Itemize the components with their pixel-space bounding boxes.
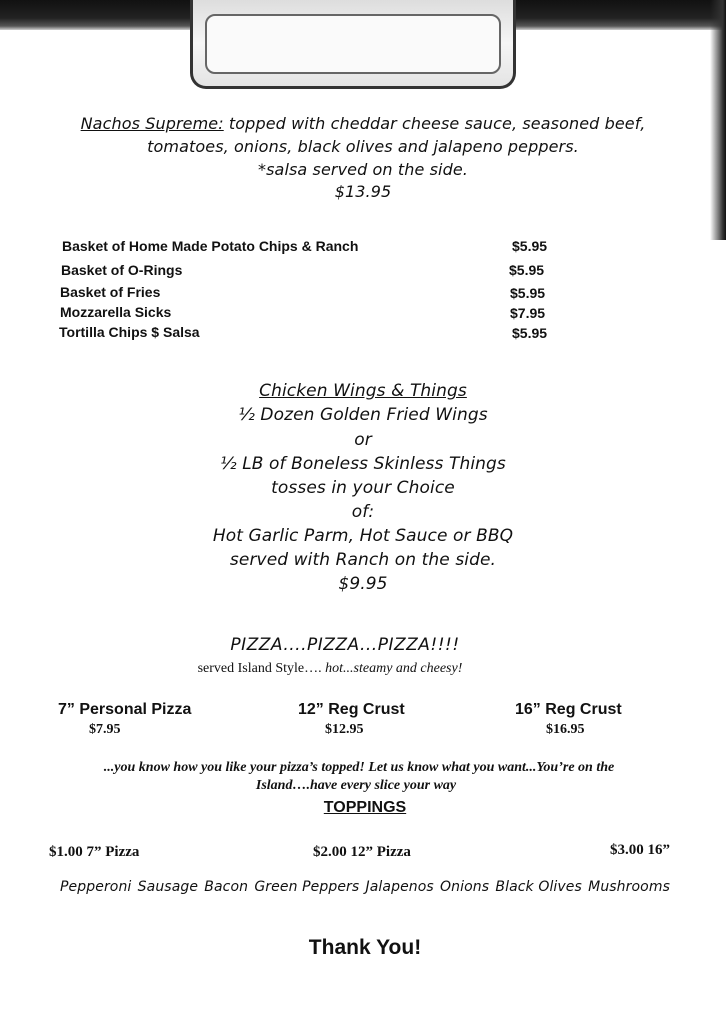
wings-line-2: or (354, 430, 372, 450)
wings-line-5: of: (351, 502, 375, 522)
nachos-name: Nachos Supreme: (80, 114, 224, 133)
pizza-size-price: $12.95 (325, 722, 364, 737)
topping-item: Onions (440, 879, 490, 895)
pizza-title: PIZZA....PIZZA...PIZZA!!!! (230, 635, 460, 655)
wings-line-4: tosses in your Choice (271, 478, 455, 498)
nachos-line-3: *salsa served on the side. (258, 160, 468, 179)
topping-item: Mushrooms (588, 879, 670, 895)
nachos-price: $13.95 (334, 182, 392, 201)
pizza-size-name: 7” Personal Pizza (58, 701, 192, 718)
basket-item-name: Basket of Home Made Potato Chips & Ranch (62, 238, 359, 254)
pizza-note-line-1: ...you know how you like your pizza’s topped! Let us know what you want...You’re on the (103, 760, 615, 775)
clipboard-clip-window (205, 14, 501, 74)
basket-item-price: $5.95 (510, 285, 546, 301)
basket-item-name: Mozzarella Sicks (60, 304, 172, 320)
pizza-subtitle-italic: hot...steamy and cheesy! (325, 661, 463, 676)
topping-item: Black Olives (495, 879, 582, 895)
pizza-size-name: 16” Reg Crust (515, 701, 622, 718)
basket-item-name: Basket of Fries (60, 284, 161, 300)
pizza-note-line-2: Island….have every slice your way (255, 778, 457, 793)
wings-line-7: served with Ranch on the side. (229, 550, 497, 570)
wings-line-1: ½ Dozen Golden Fried Wings (238, 405, 488, 425)
topping-item: Pepperoni (60, 879, 132, 895)
basket-item-name: Basket of O-Rings (61, 262, 183, 278)
pizza-size-price: $7.95 (89, 722, 121, 737)
topping-item: Bacon (204, 879, 249, 895)
basket-item-name: Tortilla Chips $ Salsa (59, 324, 200, 340)
clipboard-clip (190, 0, 516, 89)
basket-item-price: $5.95 (509, 262, 545, 278)
nachos-line-1 (0, 114, 726, 133)
basket-item-price: $7.95 (510, 305, 546, 321)
topping-price: $1.00 7” Pizza (49, 844, 140, 860)
pizza-subtitle (0, 661, 693, 677)
topping-price: $3.00 16” (610, 842, 670, 858)
basket-item-price: $5.95 (512, 238, 548, 254)
pizza-size-price: $16.95 (546, 722, 585, 737)
pizza-subtitle-plain: served Island Style…. (197, 661, 326, 676)
toppings-heading: TOPPINGS (323, 799, 407, 816)
nachos-line-2: tomatoes, onions, black olives and jalapeno peppers. (147, 137, 579, 156)
basket-item-price: $5.95 (512, 325, 548, 341)
wings-line-6: Hot Garlic Parm, Hot Sauce or BBQ (212, 526, 514, 546)
topping-item: Sausage (137, 879, 199, 895)
nachos-description-1: topped with cheddar cheese sauce, seasoned beef, (223, 114, 646, 133)
wings-title: Chicken Wings & Things (259, 381, 467, 401)
thank-you: Thank You! (308, 936, 422, 959)
toppings-list (60, 879, 670, 895)
topping-price: $2.00 12” Pizza (313, 844, 411, 860)
pizza-size-name: 12” Reg Crust (298, 701, 405, 718)
topping-item: Green Peppers (254, 879, 360, 895)
wings-line-3: ½ LB of Boneless Skinless Things (220, 454, 506, 474)
topping-item: Jalapenos (365, 879, 434, 895)
wings-price: $9.95 (338, 574, 388, 594)
